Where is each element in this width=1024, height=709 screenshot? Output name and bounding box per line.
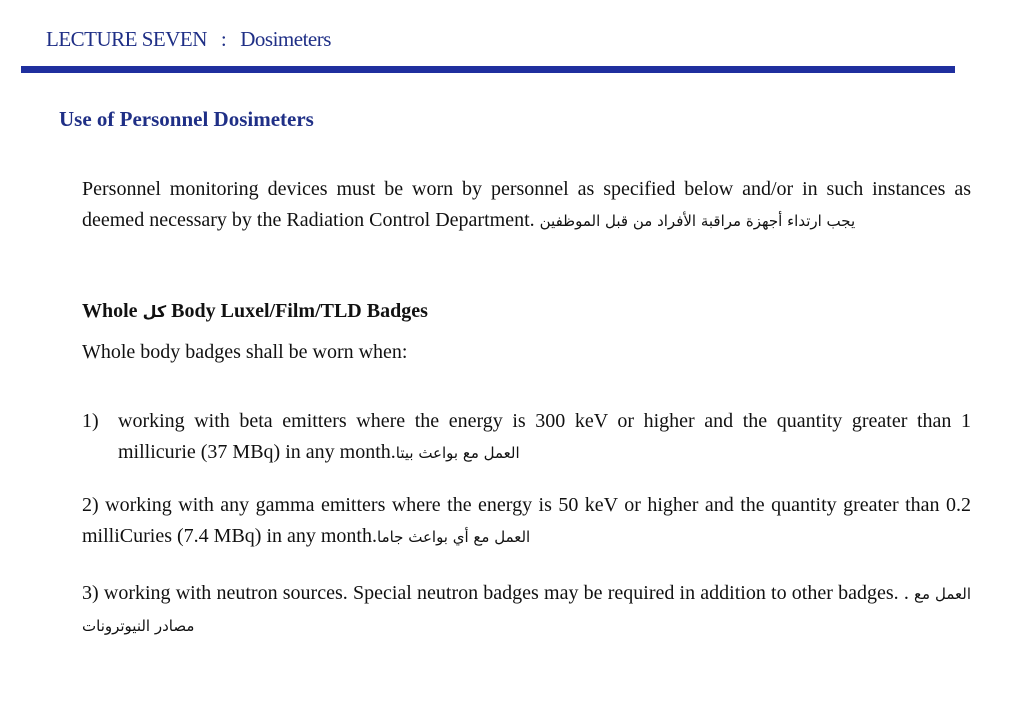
badge-subheading (82, 300, 428, 323)
list-item (82, 490, 971, 553)
lecture-label: LECTURE SEVEN (46, 27, 207, 51)
lecture-topic: Dosimeters (240, 27, 331, 51)
list-item-number: 1) (82, 410, 99, 432)
subheading-arabic: كل (142, 302, 167, 321)
header-separator: : (220, 27, 227, 51)
list-item (82, 578, 971, 642)
intro-text: Personnel monitoring devices must be worn by personnel as specified below and/or in such instances as deemed necessary by the Radiation Control Department. (82, 178, 971, 231)
list-item-number: 2) (82, 494, 99, 516)
list-item-number: 3) (82, 582, 99, 604)
list-item-arabic: العمل مع بواعث بيتا (395, 444, 520, 462)
intro-paragraph (82, 174, 971, 237)
section-title: Use of Personnel Dosimeters (59, 107, 314, 131)
list-item-text: working with neutron sources. Special neutron badges may be required in addition to other badges. . (103, 582, 909, 604)
list-item (82, 406, 971, 469)
lead-sentence: Whole body badges shall be worn when: (82, 341, 408, 363)
list-item-text: working with any gamma emitters where the energy is 50 keV or higher and the quantity greater than 0.2 milliCuries (7.4 MBq) in any month. (82, 494, 971, 547)
subheading-after: Body Luxel/Film/TLD Badges (171, 300, 428, 322)
intro-arabic: يجب ارتداء أجهزة مراقبة الأفراد من قبل الموظفين (539, 212, 856, 230)
header-divider (21, 66, 955, 73)
list-item-arabic: العمل مع أي بواعث جاما (377, 528, 531, 546)
slide-header (46, 27, 331, 52)
list-item-text: working with beta emitters where the energy is 300 keV or higher and the quantity greater than 1 millicurie (37 MBq) in any month. (118, 410, 971, 463)
list-item-arabic: العمل مع مصادر النيوترونات (82, 585, 972, 635)
subheading-before: Whole (82, 300, 138, 322)
